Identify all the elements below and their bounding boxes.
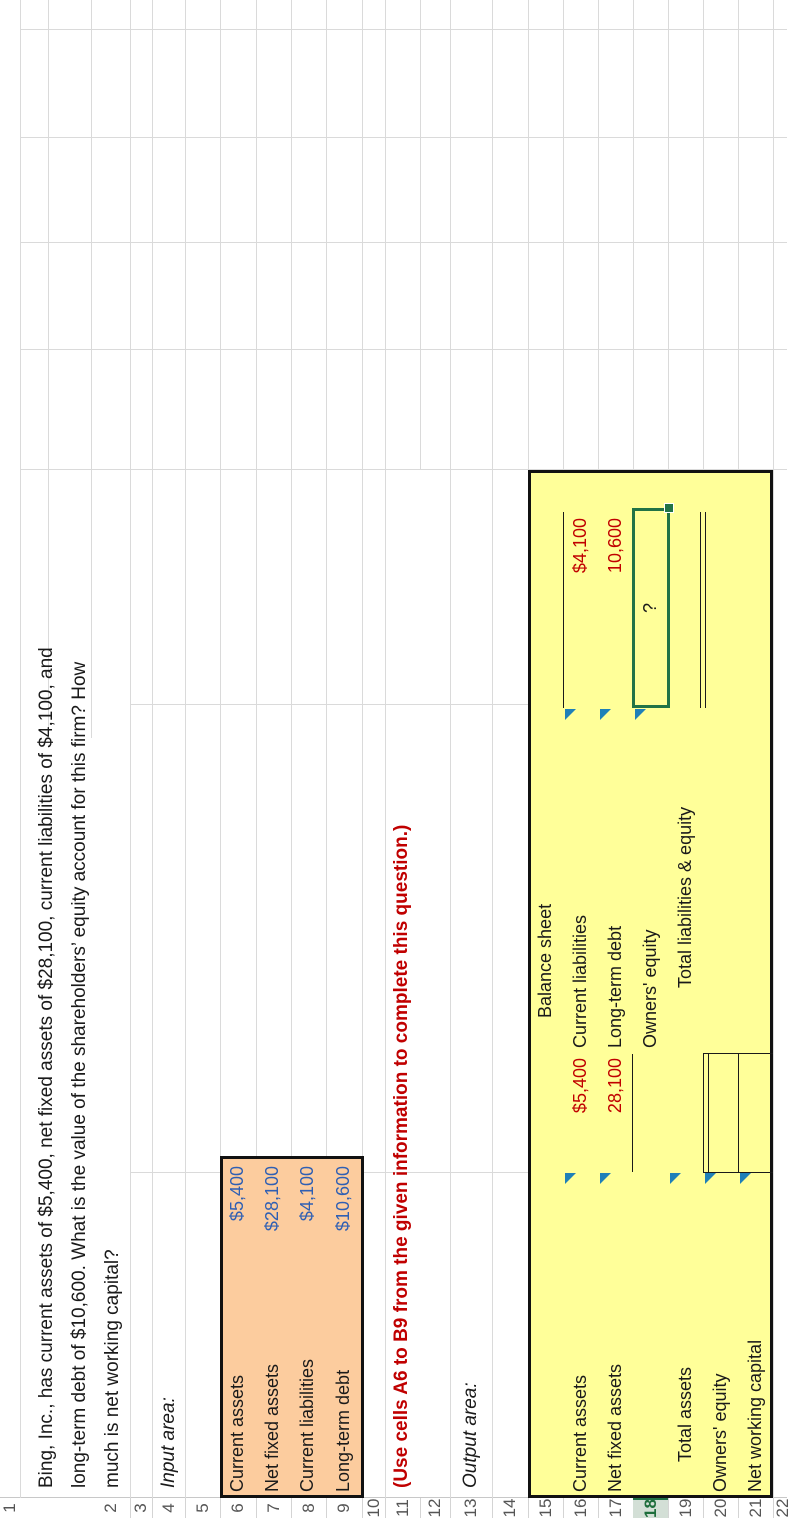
problem-text-line: much is net working capital? [102, 1249, 123, 1488]
row-number[interactable]: 15 [536, 1498, 555, 1518]
current-liabilities-value[interactable]: $4,100 [570, 518, 590, 574]
row-number[interactable]: 1 [0, 1503, 19, 1513]
cell-border [738, 1053, 739, 1173]
row-number[interactable]: 19 [676, 1498, 695, 1518]
comment-marker-icon[interactable] [670, 1173, 681, 1184]
instruction-text: (Use cells A6 to B9 from the given information to complete this question.) [391, 824, 412, 1488]
input-value-cell[interactable]: $10,600 [333, 1166, 353, 1232]
input-label-cell[interactable]: Long-term debt [333, 1369, 353, 1492]
owners-equity-label[interactable]: Owners' equity [640, 929, 660, 1048]
input-value-cell[interactable]: $4,100 [297, 1166, 317, 1222]
row-header-column [0, 1497, 792, 1518]
subtotal-underline [632, 1054, 633, 1172]
row-number[interactable]: 8 [299, 1503, 318, 1513]
total-liabilities-equity-label[interactable]: Total liabilities & equity [675, 806, 695, 988]
comment-marker-icon[interactable] [740, 1173, 751, 1184]
net-fixed-assets-value[interactable]: 28,100 [605, 1058, 625, 1114]
comment-marker-icon[interactable] [600, 1173, 611, 1184]
owners-equity-output-label[interactable]: Owners' equity [710, 1373, 730, 1492]
double-underline [703, 1053, 709, 1173]
comment-marker-icon[interactable] [600, 709, 611, 720]
double-underline [700, 512, 706, 708]
problem-text-line: Bing, Inc., has current assets of $5,400, net fixed assets of $28,100, current liabilities of $4,100, and [36, 647, 57, 1488]
owners-equity-answer[interactable]: ? [640, 603, 660, 614]
input-area-label: Input area: [158, 1397, 179, 1488]
row-number-active[interactable]: 18 [633, 1498, 668, 1518]
comment-marker-icon[interactable] [705, 1173, 716, 1184]
comment-marker-icon[interactable] [565, 709, 576, 720]
net-fixed-assets-label[interactable]: Net fixed assets [605, 1363, 625, 1492]
row-number[interactable]: 21 [746, 1498, 765, 1518]
problem-text-line: long-term debt of $10,600. What is the value of the shareholders’ equity account for this firm? How [69, 661, 90, 1488]
long-term-debt-label[interactable]: Long-term debt [605, 925, 625, 1048]
row-number[interactable]: 4 [159, 1503, 178, 1513]
input-label-cell[interactable]: Current assets [227, 1374, 247, 1492]
current-assets-label[interactable]: Current assets [570, 1374, 590, 1492]
net-working-capital-label[interactable]: Net working capital [745, 1339, 765, 1492]
current-assets-value[interactable]: $5,400 [570, 1058, 590, 1114]
row-number[interactable]: 11 [393, 1499, 412, 1517]
row-number[interactable]: 22 [773, 1498, 792, 1518]
row-number[interactable]: 5 [193, 1503, 212, 1513]
row-number[interactable]: 9 [334, 1503, 353, 1513]
row-number[interactable]: 3 [131, 1503, 150, 1513]
total-assets-label[interactable]: Total assets [675, 1366, 695, 1462]
comment-marker-icon[interactable] [635, 709, 646, 720]
long-term-debt-value[interactable]: 10,600 [605, 518, 625, 574]
row-number[interactable]: 2 [101, 1503, 120, 1513]
row-number[interactable]: 10 [364, 1498, 383, 1518]
row-number[interactable]: 6 [228, 1503, 247, 1513]
balance-sheet-title: Balance sheet [535, 903, 555, 1018]
output-area-label: Output area: [460, 1382, 481, 1488]
fill-handle-icon[interactable] [664, 503, 674, 513]
row-number[interactable]: 17 [606, 1498, 625, 1518]
row-number[interactable]: 20 [711, 1498, 730, 1518]
row-number[interactable]: 13 [461, 1498, 480, 1518]
input-value-cell[interactable]: $5,400 [227, 1166, 247, 1222]
comment-marker-icon[interactable] [565, 1173, 576, 1184]
row-number[interactable]: 7 [264, 1503, 283, 1513]
input-label-cell[interactable]: Current liabilities [297, 1358, 317, 1492]
input-label-cell[interactable]: Net fixed assets [262, 1363, 282, 1492]
row-number[interactable]: 16 [571, 1498, 590, 1518]
top-border-line [563, 512, 564, 708]
row-number[interactable]: 12 [425, 1498, 444, 1518]
current-liabilities-label[interactable]: Current liabilities [570, 914, 590, 1048]
input-value-cell[interactable]: $28,100 [262, 1166, 282, 1232]
row-number[interactable]: 14 [500, 1498, 519, 1518]
